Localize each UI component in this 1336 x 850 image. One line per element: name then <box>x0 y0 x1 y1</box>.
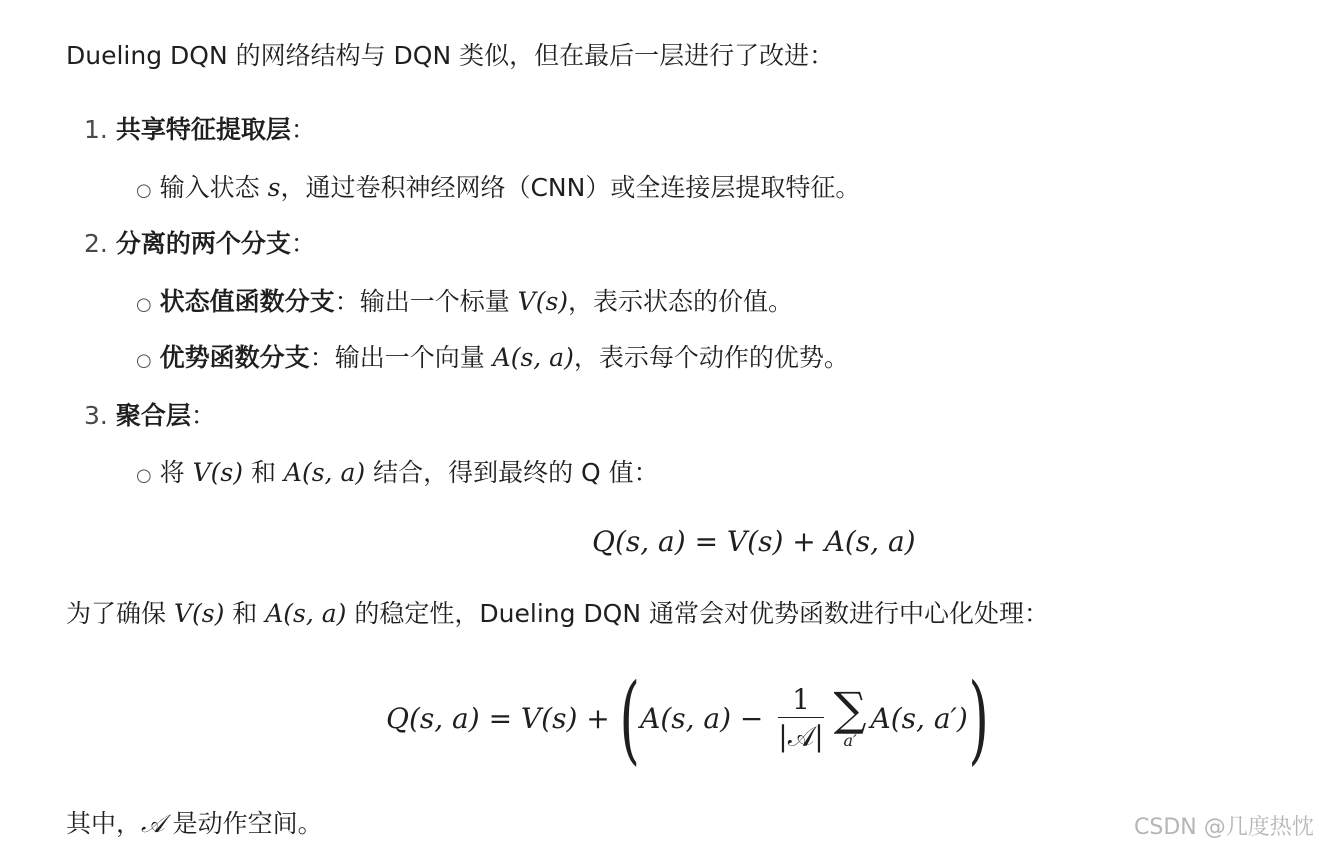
fraction <box>778 683 823 756</box>
watermark: CSDN @几度热忱 <box>1134 815 1314 840</box>
para-text: 是动作空间。 <box>164 809 323 838</box>
bullet-bold: 优势函数分支 <box>159 343 310 372</box>
bullet-icon: ○ <box>136 180 152 201</box>
bullet-text: 输入状态 <box>159 173 268 202</box>
math-inline: A(s, a) <box>265 599 347 628</box>
intro-text: Dueling DQN 的网络结构与 DQN 类似，但在最后一层进行了改进： <box>66 41 835 70</box>
summation <box>833 682 867 751</box>
bullet-text: ，表示每个动作的优势。 <box>573 343 849 372</box>
para-text: 的稳定性，Dueling DQN 通常会对优势函数进行中心化处理： <box>346 599 1050 628</box>
paragraph-stability <box>66 596 1049 632</box>
list-number: 3. <box>84 401 108 430</box>
bullet-text: ：输出一个向量 <box>309 343 493 372</box>
sum-subscript: a′ <box>843 731 857 750</box>
closing-paragraph <box>66 806 323 842</box>
bullet-icon: ○ <box>136 294 152 315</box>
intro-paragraph <box>66 38 834 74</box>
bullet-icon: ○ <box>136 350 152 371</box>
sub-bullet <box>136 284 793 323</box>
list-item-2 <box>84 226 316 262</box>
eq-tail: A(s, a′) <box>870 702 968 735</box>
list-item-title: 共享特征提取层 <box>115 115 291 144</box>
colon: ： <box>290 115 316 144</box>
para-text: 为了确保 <box>66 599 174 628</box>
colon: ： <box>290 229 316 258</box>
bullet-text: ，表示状态的价值。 <box>568 287 794 316</box>
bullet-text: 将 <box>159 458 193 487</box>
bullet-text: ：输出一个标量 <box>334 287 518 316</box>
list-item-3 <box>84 398 216 434</box>
bullet-bold: 状态值函数分支 <box>159 287 335 316</box>
left-paren-icon: ( <box>619 663 640 775</box>
math-inline: V(s) <box>192 458 244 487</box>
equation-q-value: Q(s, a) = V(s) + A(s, a) <box>592 525 916 558</box>
colon: ： <box>190 401 216 430</box>
frac-numerator: 1 <box>778 683 823 718</box>
eq-lhs: Q(s, a) = V(s) + <box>386 702 619 735</box>
para-text: 其中， <box>66 809 142 838</box>
frac-denominator: |𝒜| <box>778 719 824 753</box>
sub-bullet <box>136 455 659 494</box>
eq-inner: A(s, a) − <box>640 702 773 735</box>
math-inline: A(s, a) <box>492 343 574 372</box>
math-inline: V(s) <box>517 287 569 316</box>
right-paren-icon: ) <box>968 663 989 775</box>
list-number: 2. <box>84 229 108 258</box>
bullet-text: ，通过卷积神经网络（CNN）或全连接层提取特征。 <box>280 173 861 202</box>
math-inline: A(s, a) <box>283 458 366 487</box>
equation-centered-advantage <box>386 662 989 774</box>
math-inline: V(s) <box>173 599 225 628</box>
list-item-title: 分离的两个分支 <box>115 229 291 258</box>
bullet-text: 结合，得到最终的 Q 值： <box>365 458 659 487</box>
list-number: 1. <box>84 115 108 144</box>
bullet-text: 和 <box>243 458 284 487</box>
sub-bullet <box>136 170 860 209</box>
list-item-1 <box>84 112 316 148</box>
para-text: 和 <box>224 599 266 628</box>
math-inline: s <box>267 173 281 202</box>
math-symbol: 𝒜 <box>141 809 165 838</box>
sub-bullet <box>136 340 849 379</box>
bullet-icon: ○ <box>136 465 152 486</box>
list-item-title: 聚合层 <box>115 401 191 430</box>
sigma-icon: ∑ <box>833 682 867 736</box>
